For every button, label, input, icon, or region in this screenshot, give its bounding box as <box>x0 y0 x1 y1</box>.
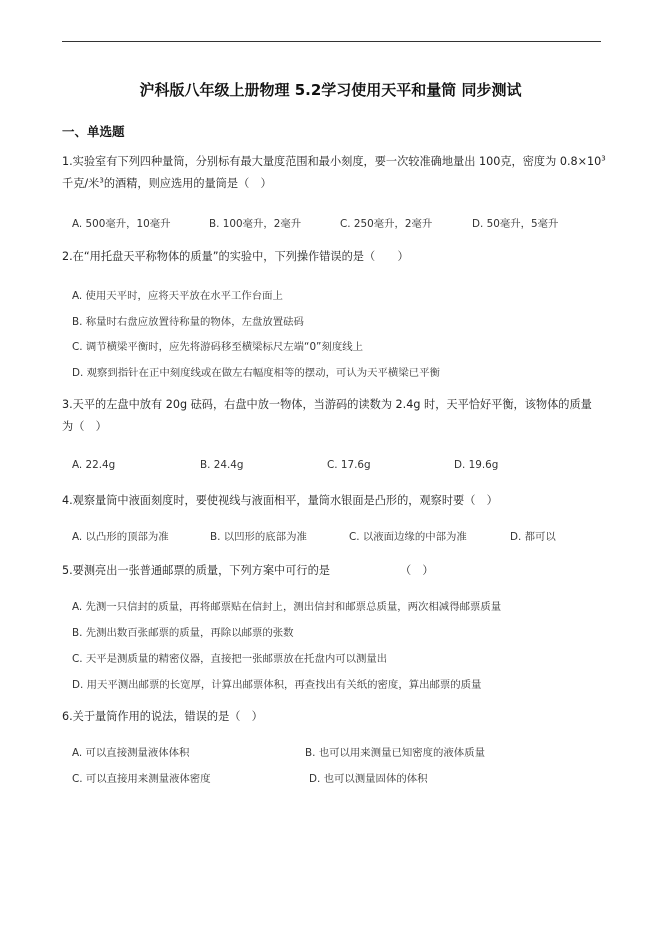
question-1-line-1: 1.实验室有下列四种量筒，分别标有最大量度范围和最小刻度，要一次较准确地量出 100克，密度为 $0.8\times 10^3$ <box>62 154 606 168</box>
option-a[interactable]: A. 22.4g <box>72 459 116 471</box>
section-heading: 一、单选题 <box>62 124 125 139</box>
question-6: 6.关于量筒作用的说法，错误的是（ ） <box>62 710 263 723</box>
header-rule <box>62 41 601 42</box>
question-1-line-2: 千克/米$^3$的酒精，则应选用的量筒是（ ） <box>62 176 272 190</box>
option-b[interactable]: B. 称量时右盘应放置待称量的物体，左盘放置砝码 <box>72 316 304 328</box>
option-d[interactable]: D. 19.6g <box>454 459 499 471</box>
option-c[interactable]: C. 调节横梁平衡时，应先将游码移至横梁标尺左端“0”刻度线上 <box>72 341 364 353</box>
option-b[interactable]: B. 也可以用来测量已知密度的液体质量 <box>305 747 485 759</box>
option-b[interactable]: B. 100毫升，2毫升 <box>209 218 302 230</box>
question-3 <box>62 394 607 438</box>
question-2: 2.在“用托盘天平称物体的质量”的实验中，下列操作错误的是（ ） <box>62 250 409 263</box>
option-b[interactable]: B. 以凹形的底部为准 <box>210 531 307 543</box>
page-title: 沪科版八年级上册物理 5.2学习使用天平和量筒 同步测试 <box>139 81 522 99</box>
option-c[interactable]: C. 17.6g <box>327 459 371 471</box>
option-b[interactable]: B. 先测出数百张邮票的质量，再除以邮票的张数 <box>72 627 294 639</box>
question-3-line-2: 为（ ） <box>62 420 107 433</box>
question-4: 4.观察量筒中液面刻度时，要使视线与液面相平，量筒水银面是凸形的，观察时要（ ） <box>62 494 498 507</box>
option-a[interactable]: A. 先测一只信封的质量，再将邮票贴在信封上，测出信封和邮票总质量，两次相减得邮票质量 <box>72 601 502 613</box>
option-c[interactable]: C. 可以直接用来测量液体密度 <box>72 773 211 785</box>
option-a[interactable]: A. 以凸形的顶部为准 <box>72 531 169 543</box>
question-1 <box>62 151 607 195</box>
option-c[interactable]: C. 250毫升，2毫升 <box>340 218 433 230</box>
option-d[interactable]: D. 也可以测量固体的体积 <box>309 773 428 785</box>
option-a[interactable]: A. 使用天平时，应将天平放在水平工作台面上 <box>72 290 283 302</box>
option-b[interactable]: B. 24.4g <box>200 459 244 471</box>
option-d[interactable]: D. 用天平测出邮票的长宽厚，计算出邮票体积，再查找出有关纸的密度，算出邮票的质量 <box>72 679 482 691</box>
answer-bracket: （ ） <box>400 564 434 577</box>
option-d[interactable]: D. 都可以 <box>510 531 556 543</box>
option-a[interactable]: A. 可以直接测量液体体积 <box>72 747 190 759</box>
option-a[interactable]: A. 500毫升，10毫升 <box>72 218 171 230</box>
question-3-line-1: 3.天平的左盘中放有 20g 砝码，右盘中放一物体，当游码的读数为 2.4g 时，天平恰好平衡，该物体的质量 <box>62 398 592 411</box>
question-5-text: 5.要测亮出一张普通邮票的质量，下列方案中可行的是 <box>62 564 330 577</box>
option-d[interactable]: D. 50毫升，5毫升 <box>472 218 559 230</box>
question-5 <box>62 560 607 582</box>
option-c[interactable]: C. 以液面边缘的中部为准 <box>349 531 467 543</box>
option-c[interactable]: C. 天平是测质量的精密仪器，直接把一张邮票放在托盘内可以测量出 <box>72 653 388 665</box>
option-d[interactable]: D. 观察到指针在正中刻度线或在做左右幅度相等的摆动，可认为天平横梁已平衡 <box>72 367 440 379</box>
